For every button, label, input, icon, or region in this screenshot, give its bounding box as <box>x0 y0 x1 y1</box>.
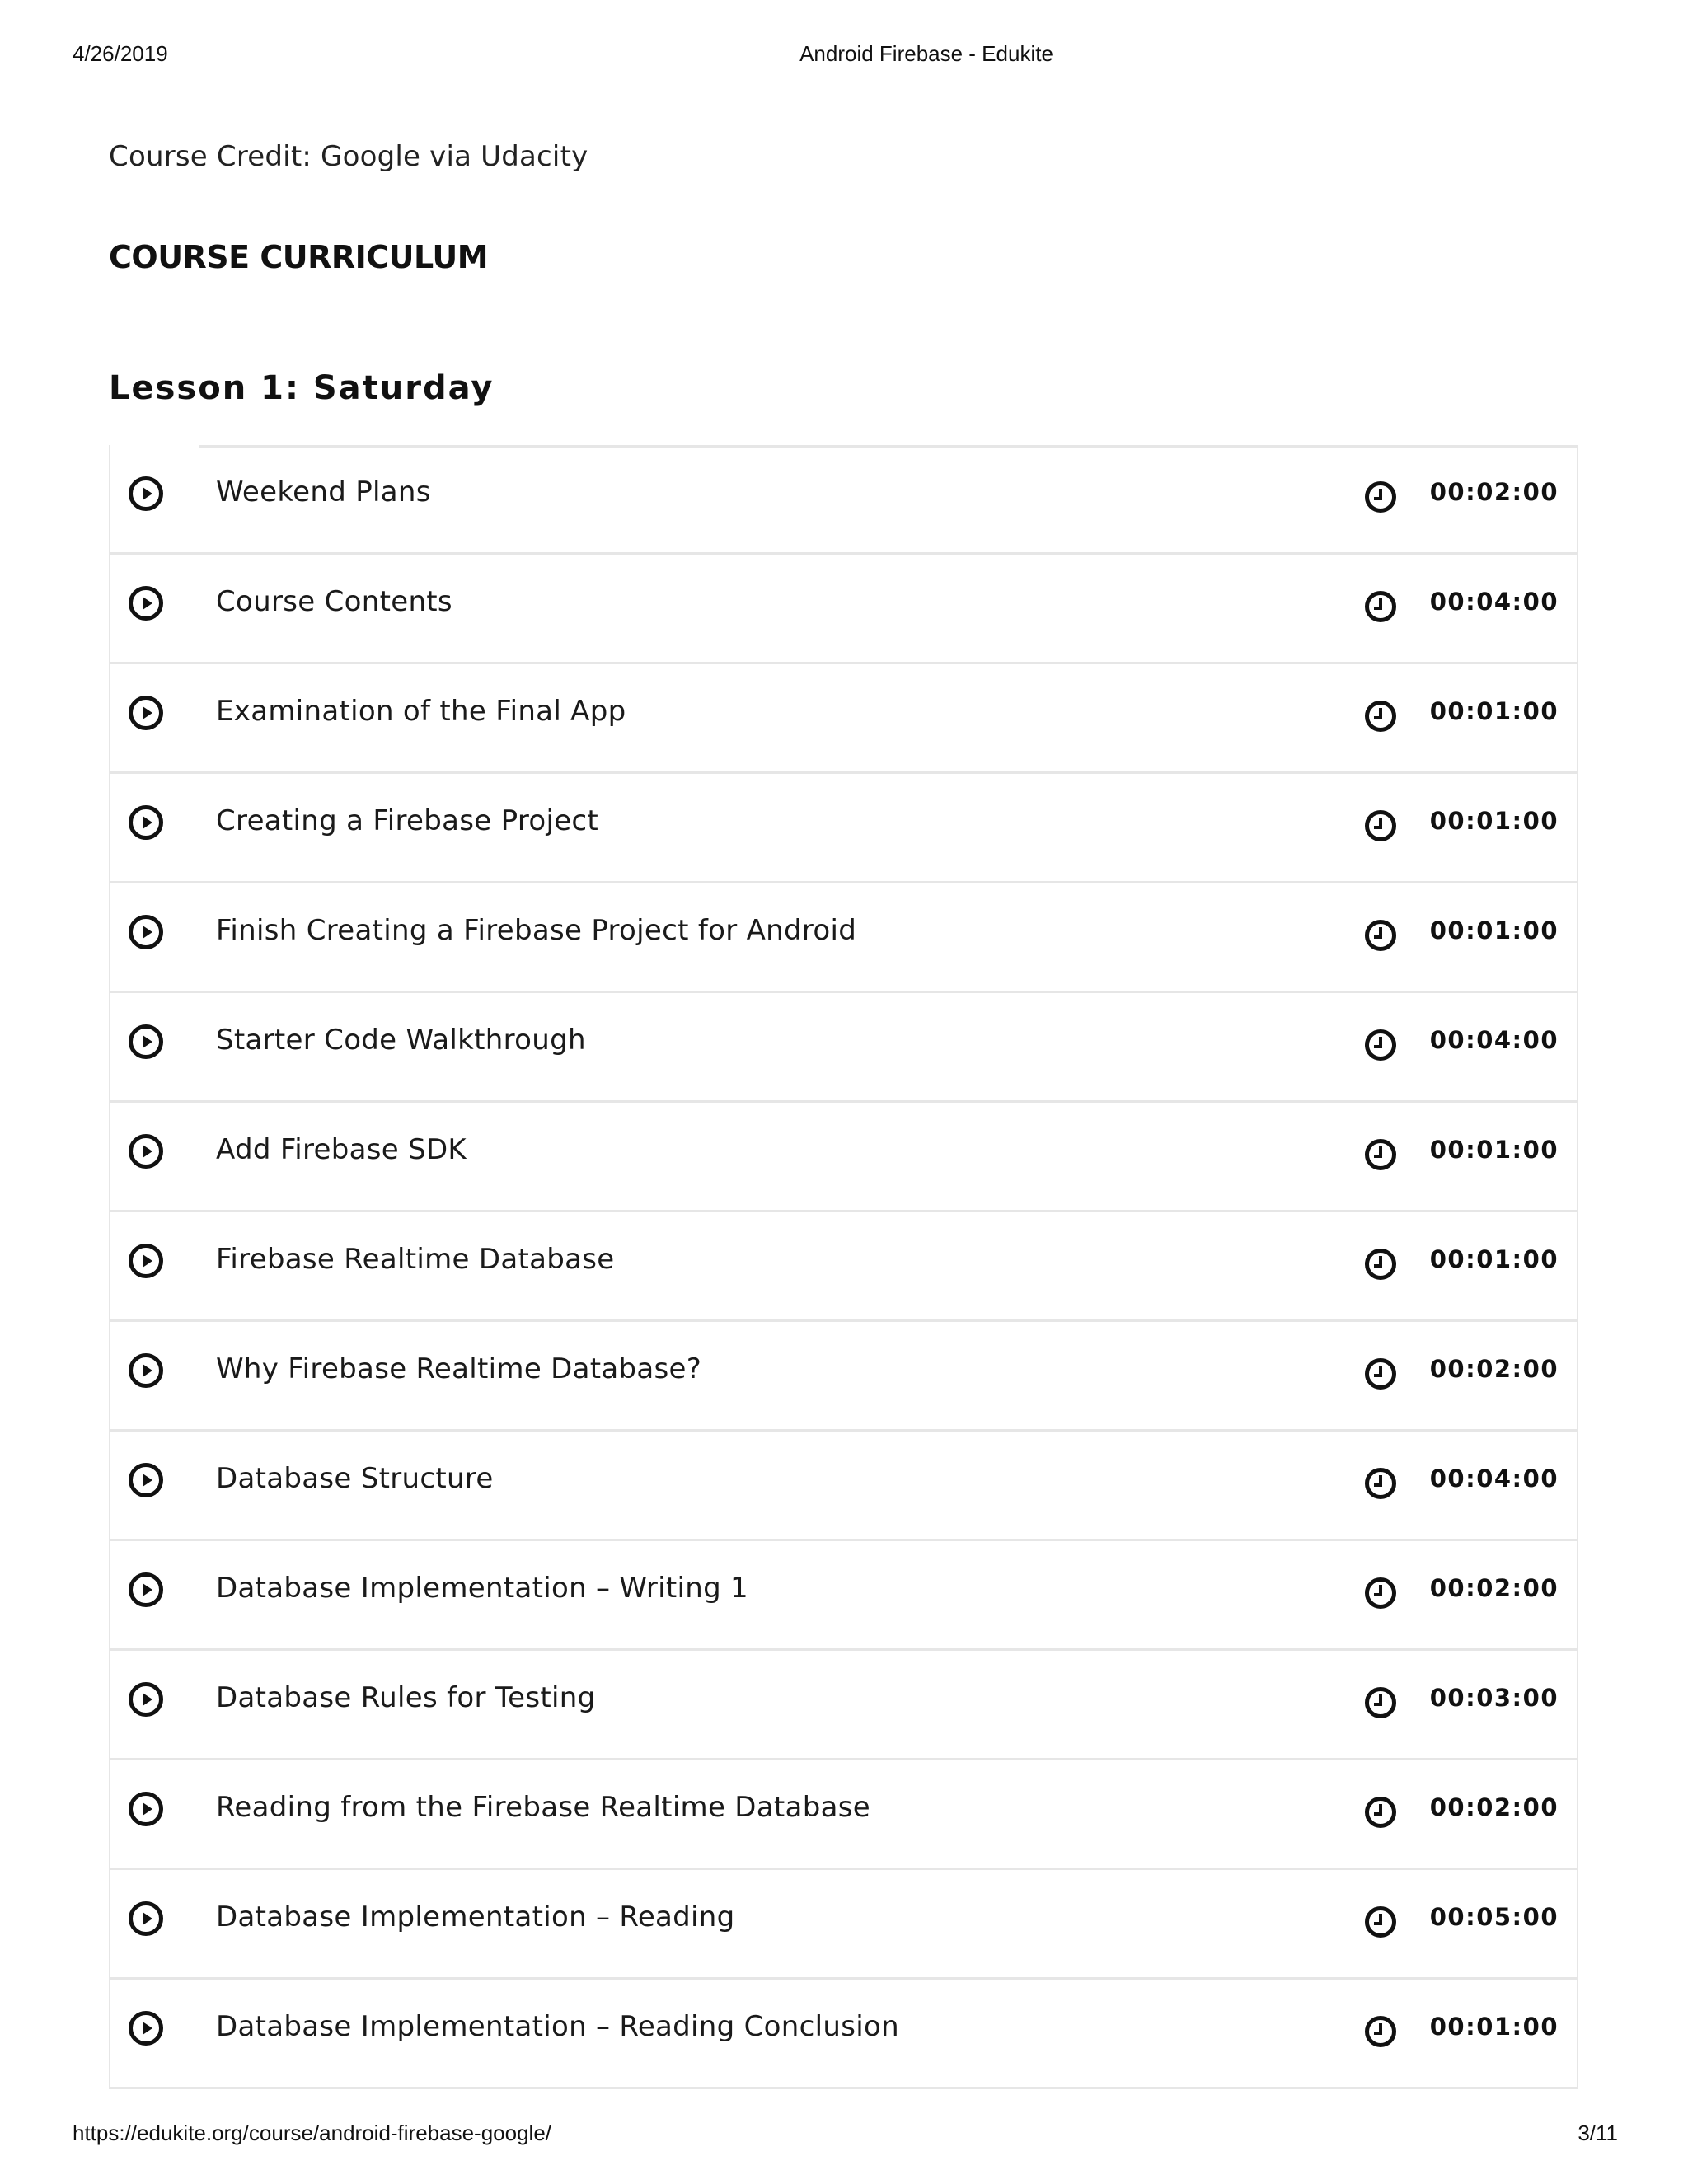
lesson-item-duration: 00:01:00 <box>1429 1245 1559 1273</box>
play-icon[interactable] <box>129 1353 163 1388</box>
lesson-item[interactable] <box>110 1760 1577 1870</box>
clock-icon <box>1365 2016 1396 2047</box>
lesson-item-title[interactable]: Creating a Firebase Project <box>216 804 599 837</box>
clock-icon <box>1365 1687 1396 1718</box>
play-icon[interactable] <box>129 696 163 730</box>
lesson-item-duration: 00:02:00 <box>1429 1355 1559 1383</box>
lesson-item[interactable] <box>110 1103 1577 1212</box>
print-title: Android Firebase - Edukite <box>799 41 1053 66</box>
lesson-item-duration: 00:01:00 <box>1429 916 1559 944</box>
lesson-item-duration: 00:02:00 <box>1429 1574 1559 1602</box>
lesson-item-title[interactable]: Reading from the Firebase Realtime Database <box>216 1791 870 1824</box>
lesson-item-title[interactable]: Starter Code Walkthrough <box>216 1024 586 1057</box>
lesson-item-title[interactable]: Database Implementation – Reading Conclusion <box>216 2010 899 2043</box>
print-page-number: 3/11 <box>1578 2121 1618 2145</box>
lesson-item[interactable] <box>110 993 1577 1103</box>
play-icon[interactable] <box>129 586 163 621</box>
clock-icon <box>1365 481 1396 513</box>
clock-icon <box>1365 1906 1396 1938</box>
lesson-item[interactable] <box>110 445 1577 555</box>
print-footer <box>0 2121 1688 2147</box>
clock-icon <box>1365 591 1396 622</box>
lesson-item[interactable] <box>110 1322 1577 1432</box>
clock-icon <box>1365 701 1396 732</box>
lesson-item[interactable] <box>110 1541 1577 1651</box>
clock-icon <box>1365 810 1396 841</box>
lesson-item[interactable] <box>110 555 1577 664</box>
lesson-item-title[interactable]: Examination of the Final App <box>216 695 626 728</box>
play-icon[interactable] <box>129 1682 163 1717</box>
play-icon[interactable] <box>129 1792 163 1826</box>
lesson-item[interactable] <box>110 1432 1577 1541</box>
play-icon[interactable] <box>129 1024 163 1059</box>
play-icon[interactable] <box>129 805 163 840</box>
play-icon[interactable] <box>129 915 163 949</box>
lesson-item-title[interactable]: Course Contents <box>216 585 452 618</box>
lesson-item[interactable] <box>110 1870 1577 1980</box>
print-url[interactable]: https://edukite.org/course/android-firebase-google/ <box>73 2121 552 2145</box>
lesson-item[interactable] <box>110 1980 1577 2089</box>
clock-icon <box>1365 1358 1396 1390</box>
play-icon[interactable] <box>129 1901 163 1936</box>
course-credit: Course Credit: Google via Udacity <box>109 140 588 173</box>
lesson-item-title[interactable]: Database Structure <box>216 1462 494 1495</box>
lesson-item-duration: 00:04:00 <box>1429 1465 1559 1493</box>
lesson-title: Lesson 1: Saturday <box>109 369 495 407</box>
clock-icon <box>1365 1468 1396 1499</box>
clock-icon <box>1365 1139 1396 1170</box>
lesson-item-title[interactable]: Finish Creating a Firebase Project for Android <box>216 914 857 947</box>
lesson-table <box>109 445 1578 2089</box>
curriculum-heading: COURSE CURRICULUM <box>109 239 489 275</box>
lesson-item-title[interactable]: Database Rules for Testing <box>216 1681 596 1714</box>
lesson-item-duration: 00:04:00 <box>1429 588 1559 616</box>
lesson-item[interactable] <box>110 774 1577 883</box>
lesson-item-title[interactable]: Database Implementation – Reading <box>216 1900 735 1933</box>
lesson-item-duration: 00:02:00 <box>1429 478 1559 506</box>
play-icon[interactable] <box>129 1463 163 1497</box>
lesson-item-duration: 00:04:00 <box>1429 1026 1559 1054</box>
clock-icon <box>1365 1797 1396 1828</box>
lesson-item-duration: 00:01:00 <box>1429 1136 1559 1164</box>
clock-icon <box>1365 1029 1396 1061</box>
play-icon[interactable] <box>129 476 163 511</box>
clock-icon <box>1365 920 1396 951</box>
lesson-item-duration: 00:01:00 <box>1429 807 1559 835</box>
play-icon[interactable] <box>129 1134 163 1169</box>
lesson-item[interactable] <box>110 1212 1577 1322</box>
lesson-item-title[interactable]: Add Firebase SDK <box>216 1133 467 1166</box>
lesson-item-duration: 00:05:00 <box>1429 1903 1559 1931</box>
lesson-item-title[interactable]: Database Implementation – Writing 1 <box>216 1572 748 1605</box>
lesson-item-title[interactable]: Firebase Realtime Database <box>216 1243 615 1276</box>
print-date: 4/26/2019 <box>73 41 168 66</box>
lesson-item-duration: 00:03:00 <box>1429 1684 1559 1712</box>
play-icon[interactable] <box>129 2011 163 2046</box>
clock-icon <box>1365 1249 1396 1280</box>
lesson-item-duration: 00:02:00 <box>1429 1793 1559 1821</box>
play-icon[interactable] <box>129 1572 163 1607</box>
lesson-item[interactable] <box>110 664 1577 774</box>
clock-icon <box>1365 1577 1396 1609</box>
lesson-item-duration: 00:01:00 <box>1429 2013 1559 2041</box>
print-header <box>0 41 1688 68</box>
lesson-item-title[interactable]: Weekend Plans <box>216 476 431 509</box>
lesson-item[interactable] <box>110 1651 1577 1760</box>
lesson-item-duration: 00:01:00 <box>1429 697 1559 725</box>
play-icon[interactable] <box>129 1244 163 1278</box>
lesson-item[interactable] <box>110 883 1577 993</box>
lesson-item-title[interactable]: Why Firebase Realtime Database? <box>216 1352 702 1385</box>
